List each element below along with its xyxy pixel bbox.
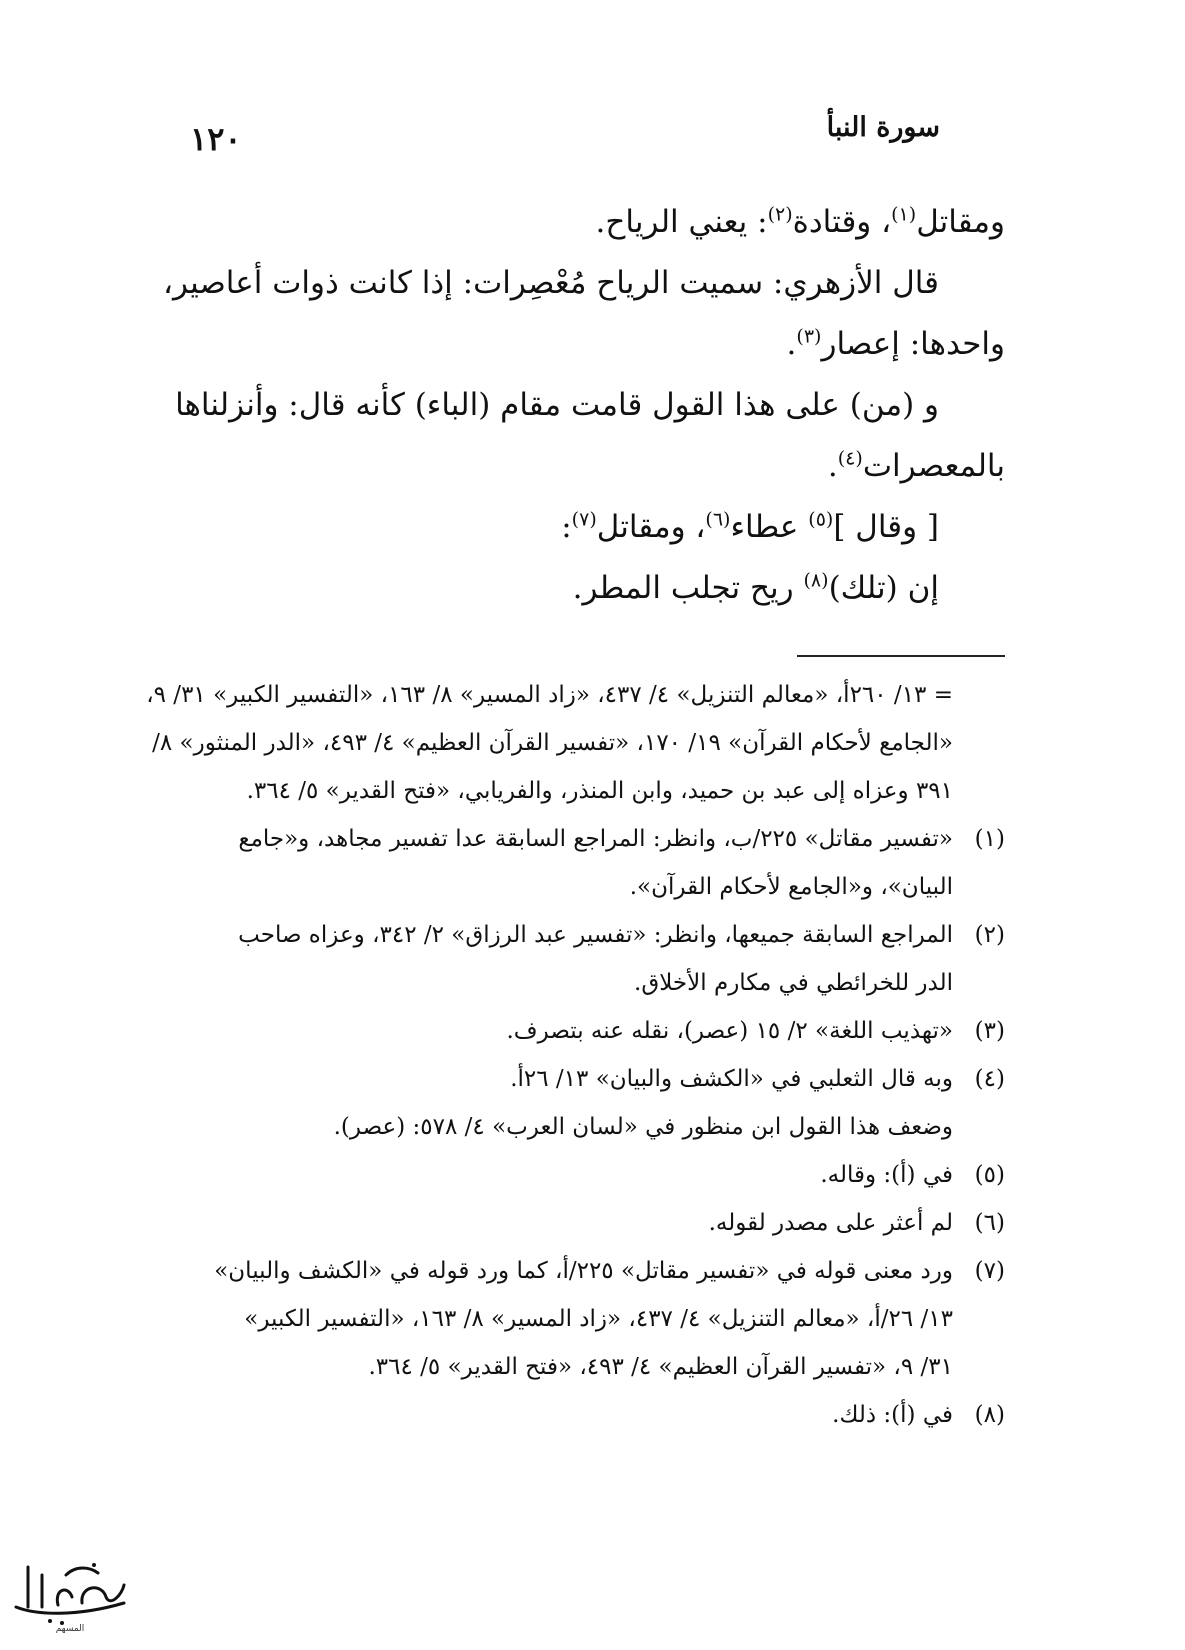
main-line: بالمعصرات$^{(٤)}$. — [827, 447, 1005, 484]
footnote-ref[interactable]: (٧) — [571, 508, 597, 531]
main-line: [ وقال ]$^{(٥)}$ عطاء$^{(٦)}$، ومقاتل$^{(٧)}$: — [561, 508, 939, 545]
surah-title: سورة النبأ — [826, 112, 940, 143]
main-line: قال الأزهري: سميت الرياح مُعْصِرات: إذا كانت ذوات أعاصير، — [163, 265, 939, 301]
footnote-ref[interactable]: (٨) — [803, 569, 829, 592]
footnote-ref[interactable]: (١) — [891, 203, 917, 226]
page-header — [190, 112, 940, 162]
footnote-number: (٢) — [974, 922, 1005, 948]
footnote: (٦) لم أعثر على مصدر لقوله. — [142, 1199, 1005, 1247]
footnote-ref[interactable]: (٦) — [705, 508, 731, 531]
footnote-separator — [797, 655, 1005, 657]
footnote: (٥) في (أ): وقاله. — [142, 1151, 1005, 1199]
page-number: ١٢٠ — [190, 120, 242, 158]
footnote-number: (١) — [974, 826, 1005, 852]
footnote-ref[interactable]: (٥) — [808, 508, 834, 531]
footnotes — [142, 671, 1005, 1439]
footnote: (١) «تفسير مقاتل» ٢٢٥/ب، وانظر: المراجع السابقة عدا تفسير مجاهد، و«جامع البيان»، و«الجامع لأحكام القرآن». — [142, 815, 1005, 911]
main-text — [142, 192, 1005, 619]
footnote-number: (٤) — [974, 1066, 1005, 1092]
footnote-number: (٦) — [974, 1210, 1005, 1236]
footnote: (٤) وبه قال الثعلبي في «الكشف والبيان» ١٣/ ٢٦أ. وضعف هذا القول ابن منظور في «لسان العرب» ٤/ ٥٧٨: (عصر). — [142, 1055, 1005, 1151]
footnote: (٨) في (أ): ذلك. — [142, 1391, 1005, 1439]
footnote-ref[interactable]: (٢) — [767, 203, 793, 226]
footnote: (٢) المراجع السابقة جميعها، وانظر: «تفسير عبد الرزاق» ٢/ ٣٤٢، وعزاه صاحب الدر للخرائطي في مكارم الأخلاق. — [142, 911, 1005, 1007]
logo-text: المسهم — [55, 1624, 85, 1633]
footnote-number: (٨) — [974, 1402, 1005, 1428]
footnote-ref[interactable]: (٣) — [796, 325, 822, 348]
footnote: (٣) «تهذيب اللغة» ٢/ ١٥ (عصر)، نقله عنه بتصرف. — [142, 1007, 1005, 1055]
footnote-ref[interactable]: (٤) — [837, 447, 863, 470]
footnote-number: (٣) — [974, 1018, 1005, 1044]
main-line: و (من) على هذا القول قامت مقام (الباء) كأنه قال: وأنزلناها — [175, 387, 939, 423]
main-line: ومقاتل$^{(١)}$، وقتادة$^{(٢)}$: يعني الرياح. — [595, 203, 1005, 240]
main-line: إن (تلك)$^{(٨)}$ ريح تجلب المطر. — [572, 569, 939, 606]
publisher-logo — [6, 1545, 134, 1633]
main-line: واحدها: إعصار$^{(٣)}$. — [786, 325, 1005, 362]
footnote: (٧) ورد معنى قوله في «تفسير مقاتل» ٢٢٥/أ، كما ورد قوله في «الكشف والبيان» ١٣/ ٢٦/أ، «معالم التنزيل» ٤/ ٤٣٧، «زاد المسير» ٨/ ١٦٣، «التفسير الكبير» ٣١/ ٩، «تفسير القرآن العظيم» ٤/ ٤٩٣، «فتح القدير» ٥/ ٣٦٤. — [142, 1247, 1005, 1391]
footnote-continuation: = ١٣/ ٢٦٠أ، «معالم التنزيل» ٤/ ٤٣٧، «زاد المسير» ٨/ ١٦٣، «التفسير الكبير» ٣١/ ٩، «الجامع لأحكام القرآن» ١٩/ ١٧٠، «تفسير القرآن العظيم» ٤/ ٤٩٣، «الدر المنثور» ٨/ ٣٩١ وعزاه إلى عبد بن حميد، وابن المنذر، والفريابي، «فتح القدير» ٥/ ٣٦٤. — [146, 682, 953, 804]
footnote-number: (٥) — [974, 1162, 1005, 1188]
footnote-number: (٧) — [974, 1258, 1005, 1284]
